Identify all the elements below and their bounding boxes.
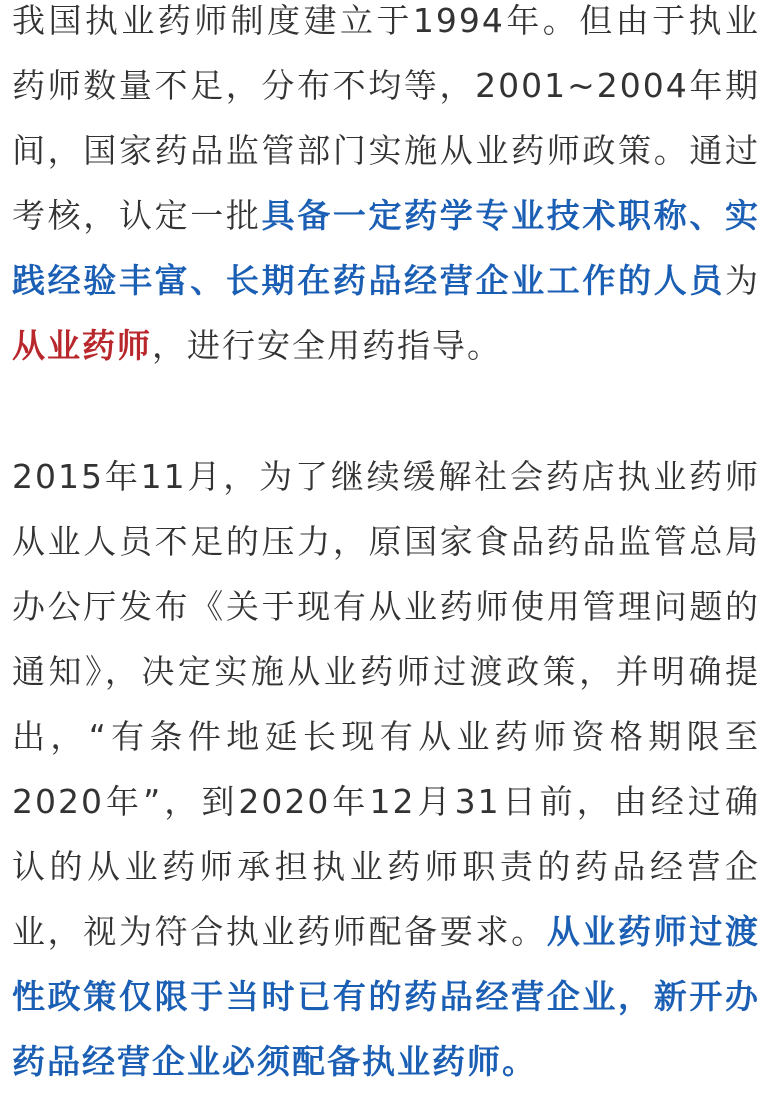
article-body (12, 0, 760, 1094)
paragraph-transition-policy (12, 444, 760, 1094)
paragraph-pharmacist-history (12, 0, 760, 378)
highlight-qualified-personnel: 具备一定药学专业技术职称、实践经验丰富、长期在药品经营企业工作的人员 (12, 196, 761, 300)
highlight-policy-limit: 从业药师过渡性政策仅限于当时已有的药品经营企业，新开办药品经营企业必须配备执业药师。 (12, 912, 761, 1081)
paragraph-text: 我国执业药师制度建立于1994年。但由于执业药师数量不足，分布不均等，2001~2004年期间，国家药品监管部门实施从业药师政策。通过考核，认定一批 (12, 1, 760, 235)
paragraph-text: 2015年11月，为了继续缓解社会药店执业药师从业人员不足的压力，原国家食品药品监管总局办公厅发布《关于现有从业药师使用管理问题的通知》，决定实施从业药师过渡政策，并明确提出，“有条件地延长现有从业药师资格期限至2020年”，到2020年12月31日前，由经过确认的从业药师承担执业药师职责的药品经营企业，视为符合执业药师配备要求。 (12, 457, 760, 951)
highlight-practicing-pharmacist: 从业药师 (12, 326, 152, 365)
paragraph-text: ，进行安全用药指导。 (152, 326, 502, 365)
paragraph-text: 为 (725, 261, 760, 300)
